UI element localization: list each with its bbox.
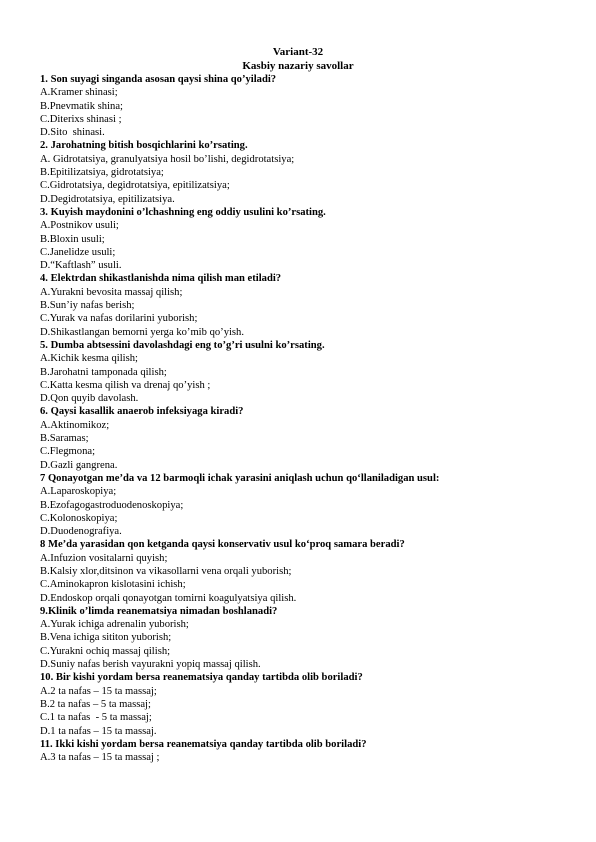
answer-option: B.2 ta nafas – 5 ta massaj; (40, 698, 151, 710)
question-item (40, 605, 556, 671)
answer-option: B.Saramas; (40, 433, 89, 445)
question-item (40, 272, 556, 338)
answer-option: B.Ezofagogastroduodenoskopiya; (40, 499, 184, 511)
question-item (40, 206, 556, 272)
question-item (40, 339, 556, 405)
answer-option: A.Yurakni bevosita massaj qilish; (40, 286, 183, 298)
answer-option: C.Kolonoskopiya; (40, 512, 118, 524)
answer-option: C.1 ta nafas - 5 ta massaj; (40, 712, 152, 724)
answer-option: A.Kramer shinasi; (40, 87, 118, 99)
question-item (40, 73, 556, 139)
question-title: 9.Klinik o’limda reanematsiya nimadan boshlanadi? (40, 605, 278, 617)
question-title: 4. Elektrdan shikastlanishda nima qilish man etiladi? (40, 273, 282, 285)
answer-option: D.Sito shinasi. (40, 127, 105, 139)
question-item (40, 139, 556, 205)
answer-option: A.Infuzion vositalarni quyish; (40, 552, 168, 564)
question-item (40, 538, 556, 604)
question-title: 3. Kuyish maydonini o’lchashning eng oddiy usulini ko’rsating. (40, 206, 326, 218)
answer-option: B.Pnevmatik shina; (40, 100, 123, 112)
answer-option: B.Epitilizatsiya, gidrotatsiya; (40, 167, 164, 179)
question-item (40, 405, 556, 471)
answer-option: A.Kichik kesma qilish; (40, 353, 138, 365)
answer-option: B.Kalsiy xlor,ditsinon va vikasollarni vena orqali yuborish; (40, 565, 292, 577)
answer-option: C.Katta kesma qilish va drenaj qo’yish ; (40, 379, 211, 391)
question-title: 8 Me’da yarasidan qon ketganda qaysi konservativ usul ko‘proq samara beradi? (40, 539, 405, 551)
answer-option: D.Endoskop orqali qonayotgan tomirni koagulyatsiya qilish. (40, 592, 297, 604)
answer-option: D.Gazli gangrena. (40, 459, 118, 471)
question-item (40, 671, 556, 737)
document-header (40, 45, 556, 73)
answer-option: D.Degidrotatsiya, epitilizatsiya. (40, 193, 175, 205)
answer-option: A.Postnikov usuli; (40, 220, 119, 232)
question-title: 11. Ikki kishi yordam bersa reanematsiya qanday tartibda olib boriladi? (40, 738, 367, 750)
question-title: 6. Qaysi kasallik anaerob infeksiyaga kiradi? (40, 406, 244, 418)
answer-option: A.Laparoskopiya; (40, 486, 117, 498)
answer-option: D.Qon quyib davolash. (40, 393, 139, 405)
section-subtitle: Kasbiy nazariy savollar (242, 60, 354, 72)
answer-option: D.Suniy nafas berish vayurakni yopiq massaj qilish. (40, 659, 261, 671)
answer-option: B.Vena ichiga sititon yuborish; (40, 632, 172, 644)
answer-option: D.1 ta nafas – 15 ta massaj. (40, 725, 157, 737)
question-title: 2. Jarohatning bitish bosqichlarini ko’rsating. (40, 140, 248, 152)
answer-option: C.Janelidze usuli; (40, 246, 116, 258)
variant-title: Variant-32 (272, 46, 324, 58)
answer-option: C.Flegmona; (40, 446, 96, 458)
answer-option: D.Duodenografiya. (40, 526, 122, 538)
answer-option: A. Gidrotatsiya, granulyatsiya hosil bo’lishi, degidrotatsiya; (40, 153, 295, 165)
question-title: 5. Dumba abtsessini davolashdagi eng to’g’ri usulni ko’rsating. (40, 339, 325, 351)
answer-option: A.Aktinomikoz; (40, 419, 110, 431)
question-item (40, 738, 556, 765)
answer-option: B.Sun’iy nafas berish; (40, 300, 135, 312)
answer-option: C.Gidrotatsiya, degidrotatsiya, epitilizatsiya; (40, 180, 230, 192)
answer-option: C.Aminokapron kislotasini ichish; (40, 579, 186, 591)
answer-option: A.2 ta nafas – 15 ta massaj; (40, 685, 157, 697)
question-item (40, 472, 556, 538)
question-title: 1. Son suyagi singanda asosan qaysi shina qo’yiladi? (40, 74, 277, 85)
answer-option: B.Jarohatni tamponada qilish; (40, 366, 167, 378)
question-title: 10. Bir kishi yordam bersa reanematsiya qanday tartibda olib boriladi? (40, 672, 363, 684)
answer-option: C.Diterixs shinasi ; (40, 113, 122, 125)
answer-option: C.Yurak va nafas dorilarini yuborish; (40, 313, 198, 325)
answer-option: A.Yurak ichiga adrenalin yuborish; (40, 619, 189, 631)
answer-option: D.“Kaftlash” usuli. (40, 260, 122, 272)
answer-option: D.Shikastlangan bemorni yerga ko’mib qo’yish. (40, 326, 244, 338)
answer-option: A.3 ta nafas – 15 ta massaj ; (40, 752, 160, 764)
question-list (40, 73, 556, 764)
answer-option: B.Bloxin usuli; (40, 233, 105, 245)
question-title: 7 Qonayotgan me’da va 12 barmoqli ichak yarasini aniqlash uchun qo‘llaniladigan usul: (40, 472, 440, 484)
answer-option: C.Yurakni ochiq massaj qilish; (40, 645, 171, 657)
